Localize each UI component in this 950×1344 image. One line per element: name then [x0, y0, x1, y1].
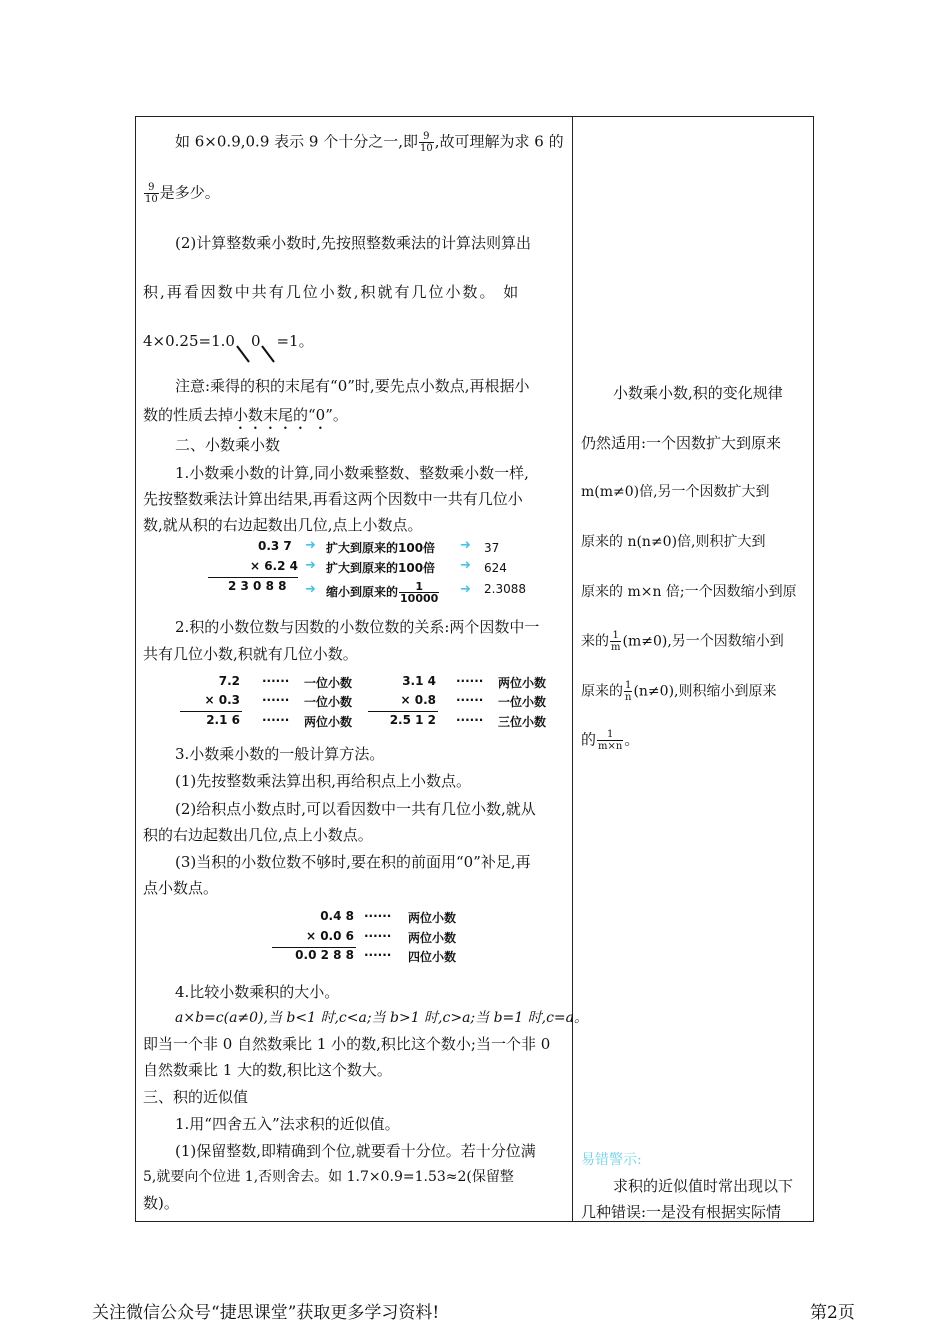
side-l3: m(m≠0)倍,另一个因数扩大到	[581, 484, 770, 500]
calc2-lab-l2: 一位小数	[304, 695, 353, 709]
side-l8: 的 $\frac{1}{m\times n}$ 。	[581, 729, 640, 752]
sec3-2a: (2)给积点小数点时,可以看因数中一共有几位小数,就从	[175, 800, 536, 818]
calc1-note2: 扩大到原来的100倍	[326, 561, 436, 575]
side-l1: 小数乘小数,积的变化规律	[613, 384, 783, 402]
arrow-icon: ➜	[460, 582, 471, 597]
side-l6: 来的 $\frac{1}{m}$ (m≠0),另一个因数缩小到	[581, 630, 784, 653]
calc2-l1: 7.2	[218, 674, 240, 688]
warning-title: 易错警示:	[581, 1152, 642, 1168]
calc1-note1: 扩大到原来的100倍	[326, 541, 436, 555]
calc3-1: 0.4 8	[320, 909, 354, 923]
arrow-icon: ➜	[305, 538, 316, 553]
calc2-rule-right	[368, 711, 438, 712]
para-2c: 4×0.25=1.0 0 =1。	[143, 331, 314, 351]
calc1-note3: 缩小到原来的 $\frac{1}{10000}$	[326, 580, 439, 605]
sec4-b: 即当一个非 0 自然数乘比 1 小的数,积比这个数小;当一个非 0	[143, 1035, 551, 1053]
calc2-lab-r2: 一位小数	[498, 695, 547, 709]
calc2-l3: 2.1 6	[206, 713, 240, 727]
arrow-icon: ➜	[305, 558, 316, 573]
side-l4: 原来的 n(n≠0)倍,则积扩大到	[581, 534, 766, 550]
dots: ······	[364, 909, 392, 923]
para-2b: 积,再看因数中共有几位小数,积就有几位小数。 如	[143, 283, 521, 301]
t1-1c: 数)。	[143, 1194, 179, 1212]
para-1b: $\frac{9}{10}$ 是多少。	[145, 182, 220, 205]
calc1-res1: 37	[484, 541, 500, 555]
sec1-a: 1.小数乘小数的计算,同小数乘整数、整数乘小数一样,	[175, 464, 529, 482]
calc2-lab-l3: 两位小数	[304, 715, 353, 729]
sec2-a: 2.积的小数位数与因数的小数位数的关系:两个因数中一	[175, 618, 540, 636]
dots: ······	[364, 948, 392, 962]
t1-1b: 5,就要向个位进 1,否则舍去。如 1.7×0.9=1.53≈2(保留整	[143, 1169, 514, 1185]
t1-1a: (1)保留整数,即精确到个位,就要看十分位。若十分位满	[175, 1142, 536, 1160]
fraction-9-10-b: $\frac{9}{10}$	[145, 182, 158, 205]
sec4-a: a×b=c(a≠0),当 b<1 时,c<a;当 b>1 时,c>a;当 b=1 时,c=a。	[175, 1010, 589, 1026]
calc2-r1: 3.1 4	[402, 674, 436, 688]
side-l2: 仍然适用:一个因数扩大到原来	[581, 434, 782, 452]
sec3-2b: 积的右边起数出几位,点上小数点。	[143, 826, 373, 844]
calc1-rule	[208, 577, 298, 578]
side-l5: 原来的 m×n 倍;一个因数缩小到原	[581, 584, 797, 600]
para-2a: (2)计算整数乘小数时,先按照整数乘法的计算法则算出	[175, 234, 532, 252]
arrow-icon: ➜	[460, 558, 471, 573]
calc3-lab3: 四位小数	[408, 950, 457, 964]
calc3-lab1: 两位小数	[408, 911, 457, 925]
dots: ······	[456, 674, 484, 688]
fraction-9-10: $\frac{9}{10}$	[419, 131, 433, 154]
sec3-1: (1)先按整数乘法算出积,再给积点上小数点。	[175, 772, 472, 790]
calc3-lab2: 两位小数	[408, 931, 457, 945]
page-number: 第2页	[810, 1303, 855, 1323]
side-l7: 原来的 $\frac{1}{n}$ (n≠0),则积缩小到原来	[581, 680, 777, 703]
para-1a: 如 6×0.9,0.9 表示 9 个十分之一,即 $\frac{9}{10}$ ,故可理解为求 6 的	[175, 131, 564, 154]
column-divider	[572, 116, 573, 1222]
calc2-r3: 2.5 1 2	[389, 713, 436, 727]
dots: ······	[262, 693, 290, 707]
calc2-r2: × 0.8	[400, 693, 436, 707]
sec3-3a: (3)当积的小数位数不够时,要在积的前面用“0”补足,再	[175, 853, 531, 871]
fraction-1-10000: $\frac{1}{10000}$	[400, 580, 439, 605]
fraction-1-mn: $\frac{1}{m\times n}$	[598, 729, 623, 752]
calc2-l2: × 0.3	[204, 693, 240, 707]
calc3-2: × 0.0 6	[305, 929, 354, 943]
calc3-3: 0.0 2 8 8	[295, 948, 354, 962]
heading-3: 三、积的近似值	[143, 1088, 249, 1106]
sec1-b: 先按整数乘法计算出结果,再看这两个因数中一共有几位小	[143, 490, 523, 508]
calc2-lab-r1: 两位小数	[498, 676, 547, 690]
arrow-icon: ➜	[460, 538, 471, 553]
fraction-1-n: $\frac{1}{n}$	[625, 680, 632, 703]
calc1-row2-expr: × 6.2 4	[249, 559, 298, 573]
dots: ······	[456, 713, 484, 727]
fraction-1-m: $\frac{1}{m}$	[611, 630, 621, 653]
calc1-res2: 624	[484, 561, 507, 575]
sec2-b: 共有几位小数,积就有几位小数。	[143, 645, 358, 663]
dots: ······	[262, 713, 290, 727]
heading-2: 二、小数乘小数	[175, 436, 281, 454]
footer-promo: 关注微信公众号“捷思课堂”获取更多学习资料!	[92, 1303, 440, 1323]
calc2-lab-r3: 三位小数	[498, 715, 547, 729]
dots: ······	[262, 674, 290, 688]
arrow-icon: ➜	[305, 582, 316, 597]
calc1-row1-expr: 0.3 7	[258, 539, 292, 553]
calc1-row3-expr: 2 3 0 8 8	[228, 579, 287, 593]
sec4-c: 自然数乘比 1 大的数,积比这个数大。	[143, 1061, 392, 1079]
sec3: 3.小数乘小数的一般计算方法。	[175, 745, 385, 763]
calc1-res3: 2.3088	[484, 582, 526, 596]
sec1-c: 数,就从积的右边起数出几位,点上小数点。	[143, 516, 423, 534]
calc2-rule-left	[180, 711, 242, 712]
note-b: 数的性质去掉小数末尾的“0”。	[143, 406, 348, 424]
note-a: 注意:乘得的积的末尾有“0”时,要先点小数点,再根据小	[175, 377, 530, 395]
t1: 1.用“四舍五入”法求积的近似值。	[175, 1115, 400, 1133]
sec3-3b: 点小数点。	[143, 879, 219, 897]
warning-l1: 求积的近似值时常出现以下	[613, 1177, 794, 1195]
dots: ······	[364, 929, 392, 943]
sec4: 4.比较小数乘积的大小。	[175, 983, 340, 1001]
warning-l2: 几种错误:一是没有根据实际情	[581, 1203, 782, 1221]
calc2-lab-l1: 一位小数	[304, 676, 353, 690]
dots: ······	[456, 693, 484, 707]
